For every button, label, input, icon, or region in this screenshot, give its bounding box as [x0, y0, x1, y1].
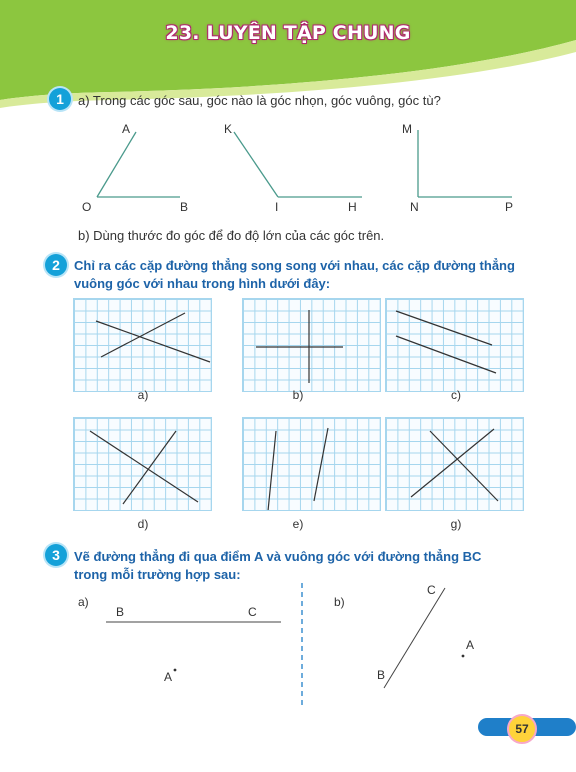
ex3-case-b-point-C: C — [427, 583, 436, 597]
exercise-2-badge: 2 — [45, 254, 67, 276]
ex3-case-b-label: b) — [334, 595, 345, 609]
grid-figure-d — [73, 417, 212, 511]
grid-caption-d: d) — [137, 517, 149, 531]
grid-caption-c: c) — [451, 388, 461, 402]
point-label-P: P — [505, 200, 514, 214]
page-title: 23. LUYỆN TẬP CHUNG — [165, 22, 411, 44]
ex3-case-a-label: a) — [78, 595, 89, 609]
point-label-N: N — [410, 200, 419, 214]
point-label-M: M — [402, 122, 412, 136]
point-label-H: H — [348, 200, 357, 214]
ex3-case-a-point-C: C — [248, 605, 257, 619]
grid-caption-b: b) — [292, 388, 304, 402]
ex1-question-b: b) Dùng thước đo góc để đo độ lớn của các góc trên. — [78, 228, 385, 243]
ex3-instruction-line2: trong mỗi trường hợp sau: — [74, 567, 241, 582]
exercise-1-badge: 1 — [49, 88, 71, 110]
grid-figure-a — [73, 298, 212, 392]
ex2-instruction-line1: Chỉ ra các cặp đường thẳng song song với nhau, các cặp đường thẳng — [74, 258, 515, 273]
ex3-case-a-point-A: A — [164, 670, 173, 684]
ex3-case-b-point-B: B — [377, 668, 386, 682]
ex3-case-a-point-B: B — [116, 605, 125, 619]
grid-figure-b — [242, 298, 381, 392]
point-label-I: I — [275, 200, 279, 214]
grid-caption-a: a) — [137, 388, 149, 402]
grid-caption-g: g) — [450, 517, 462, 531]
ex2-instruction-line2: vuông góc với nhau trong hình dưới đây: — [74, 276, 331, 291]
point-label-K: K — [224, 122, 233, 136]
ex3-case-b-point-A: A — [466, 638, 475, 652]
point-label-B: B — [180, 200, 189, 214]
grid-figure-e — [242, 417, 381, 511]
ex1-question-a: a) Trong các góc sau, góc nào là góc nhọn, góc vuông, góc tù? — [78, 93, 441, 108]
angle-aob-figure — [0, 0, 576, 260]
exercise-3-badge: 3 — [45, 544, 67, 566]
point-label-O: O — [82, 200, 92, 214]
grid-caption-e: e) — [292, 517, 304, 531]
grid-figure-g — [385, 417, 524, 511]
ex3-instruction-line1: Vẽ đường thẳng đi qua điểm A và vuông góc với đường thẳng BC — [74, 549, 482, 564]
page-number: 57 — [507, 714, 537, 744]
point-label-A: A — [122, 122, 131, 136]
grid-figure-c — [385, 298, 524, 392]
